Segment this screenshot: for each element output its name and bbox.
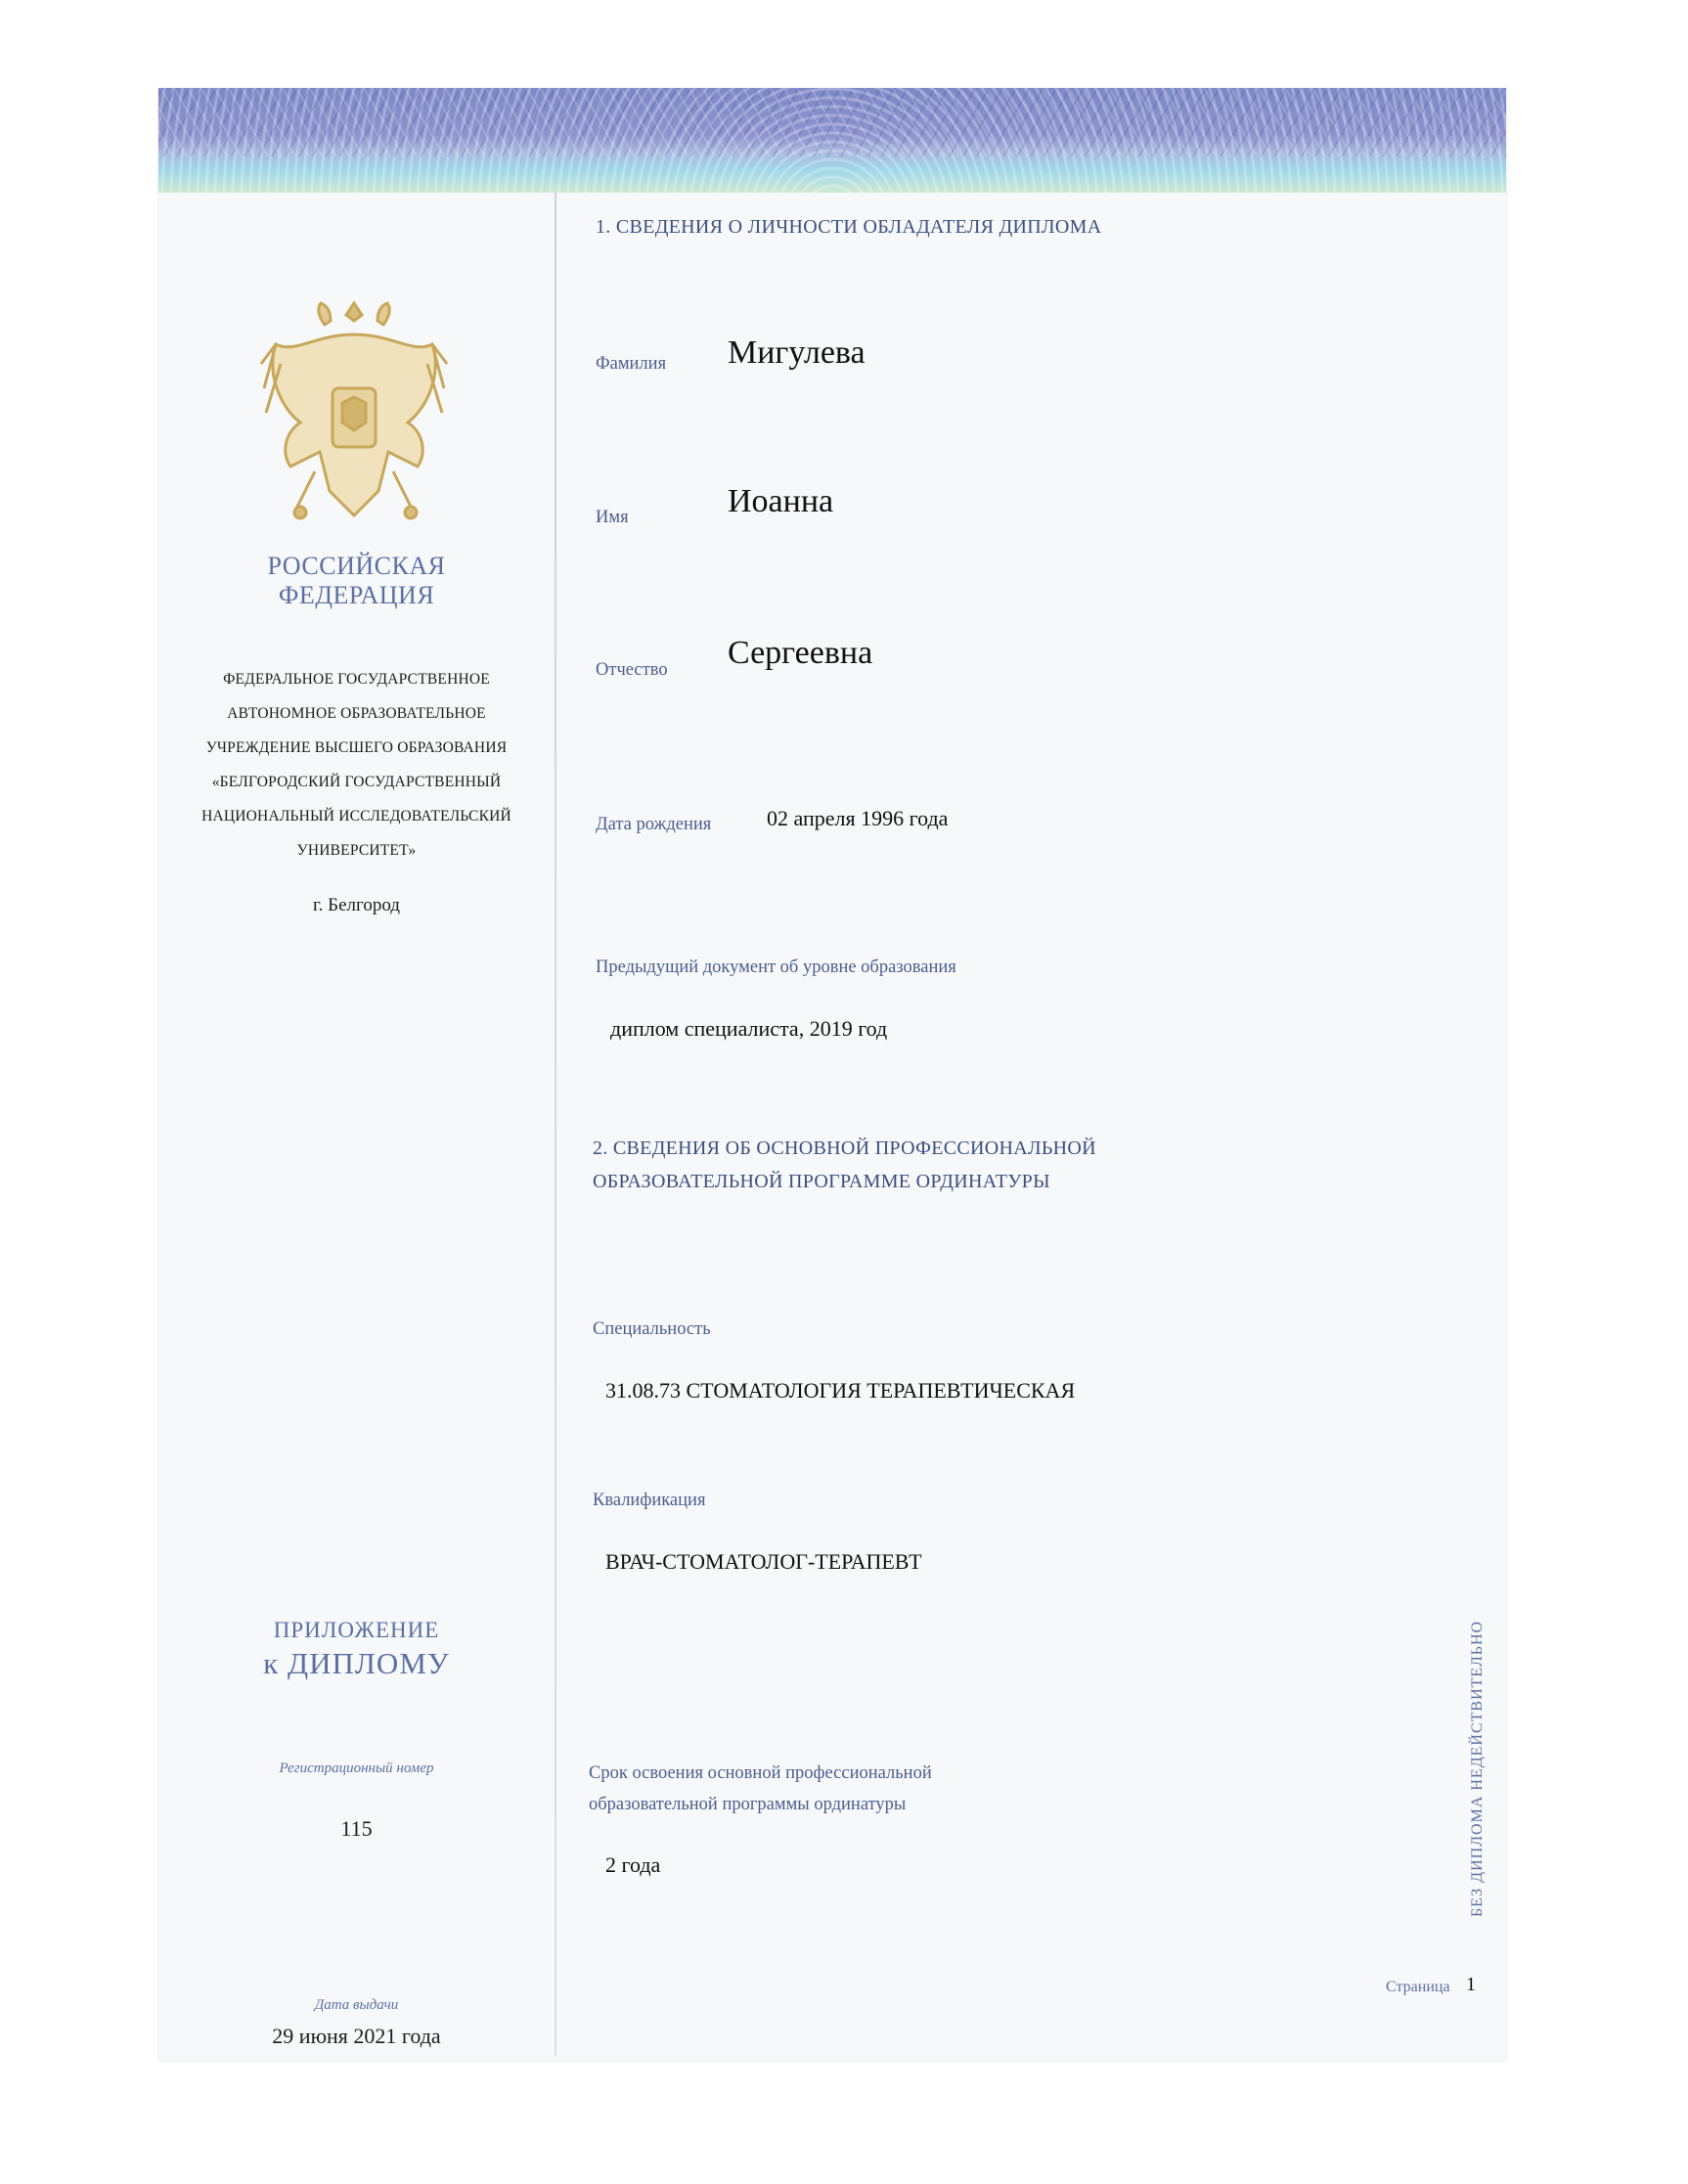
qualification-value: ВРАЧ-СТОМАТОЛОГ-ТЕРАПЕВТ (605, 1549, 922, 1574)
validity-note: БЕЗ ДИПЛОМА НЕДЕЙСТВИТЕЛЬНО (1469, 1620, 1486, 1917)
page-label: Страница (1386, 1979, 1450, 1995)
appendix-title-line2: к ДИПЛОМУ (263, 1646, 450, 1680)
name-value: Иоанна (728, 483, 834, 519)
coat-of-arms-icon (256, 295, 452, 530)
program-term-value: 2 года (605, 1852, 661, 1877)
appendix-title-line1: ПРИЛОЖЕНИЕ (273, 1618, 440, 1642)
university-line: ФЕДЕРАЛЬНОЕ ГОСУДАРСТВЕННОЕ (223, 671, 490, 688)
diploma-appendix-sheet (158, 88, 1506, 2061)
section2-title-line: ОБРАЗОВАТЕЛЬНОЙ ПРОГРАММЕ ОРДИНАТУРЫ (593, 1171, 1050, 1192)
left-column (158, 193, 555, 2056)
previous-document-label: Предыдущий документ об уровне образования (596, 958, 956, 977)
appendix-title (158, 1616, 555, 1682)
birth-date-label: Дата рождения (596, 815, 712, 834)
name-label: Имя (596, 508, 629, 527)
section2-title-line: 2. СВЕДЕНИЯ ОБ ОСНОВНОЙ ПРОФЕССИОНАЛЬНОЙ (593, 1137, 1096, 1159)
qualification-label: Квалификация (593, 1491, 706, 1510)
registration-number: 115 (340, 1816, 373, 1841)
university-line: «БЕЛГОРОДСКИЙ ГОСУДАРСТВЕННЫЙ (211, 774, 502, 790)
right-column (556, 193, 1506, 2056)
issue-date: 29 июня 2021 года (272, 2024, 441, 2048)
specialty-label: Специальность (593, 1319, 711, 1339)
specialty-value: 31.08.73 СТОМАТОЛОГИЯ ТЕРАПЕВТИЧЕСКАЯ (605, 1378, 1076, 1403)
decorative-top-band (158, 88, 1506, 193)
university-name (178, 662, 535, 868)
issue-date-label: Дата выдачи (314, 1997, 399, 2013)
country-name (158, 552, 555, 610)
section1-title: 1. СВЕДЕНИЯ О ЛИЧНОСТИ ОБЛАДАТЕЛЯ ДИПЛОМА (596, 216, 1102, 238)
university-line: АВТОНОМНОЕ ОБРАЗОВАТЕЛЬНОЕ (227, 705, 486, 722)
birth-date-value: 02 апреля 1996 года (767, 806, 949, 830)
country-line: РОССИЙСКАЯ (267, 552, 446, 580)
patronymic-label: Отчество (596, 660, 668, 680)
surname-value: Мигулева (728, 334, 866, 371)
country-line: ФЕДЕРАЦИЯ (278, 581, 435, 609)
section2-title (593, 1132, 1096, 1198)
university-line: НАЦИОНАЛЬНЫЙ ИССЛЕДОВАТЕЛЬСКИЙ (201, 808, 511, 825)
previous-document-value: диплом специалиста, 2019 год (610, 1016, 888, 1041)
guilloche-pattern (158, 88, 1506, 156)
city: г. Белгород (313, 895, 400, 915)
registration-number-label: Регистрационный номер (279, 1761, 434, 1776)
patronymic-value: Сергеевна (728, 635, 873, 671)
surname-label: Фамилия (596, 354, 667, 374)
university-line: УНИВЕРСИТЕТ» (296, 842, 417, 859)
program-term-label-line: Срок освоения основной профессиональной (589, 1763, 932, 1783)
page-number: 1 (1466, 1974, 1476, 1995)
program-term-label-line: образовательной программы ординатуры (589, 1795, 907, 1814)
program-term-label (589, 1758, 932, 1820)
university-line: УЧРЕЖДЕНИЕ ВЫСШЕГО ОБРАЗОВАНИЯ (205, 739, 508, 756)
